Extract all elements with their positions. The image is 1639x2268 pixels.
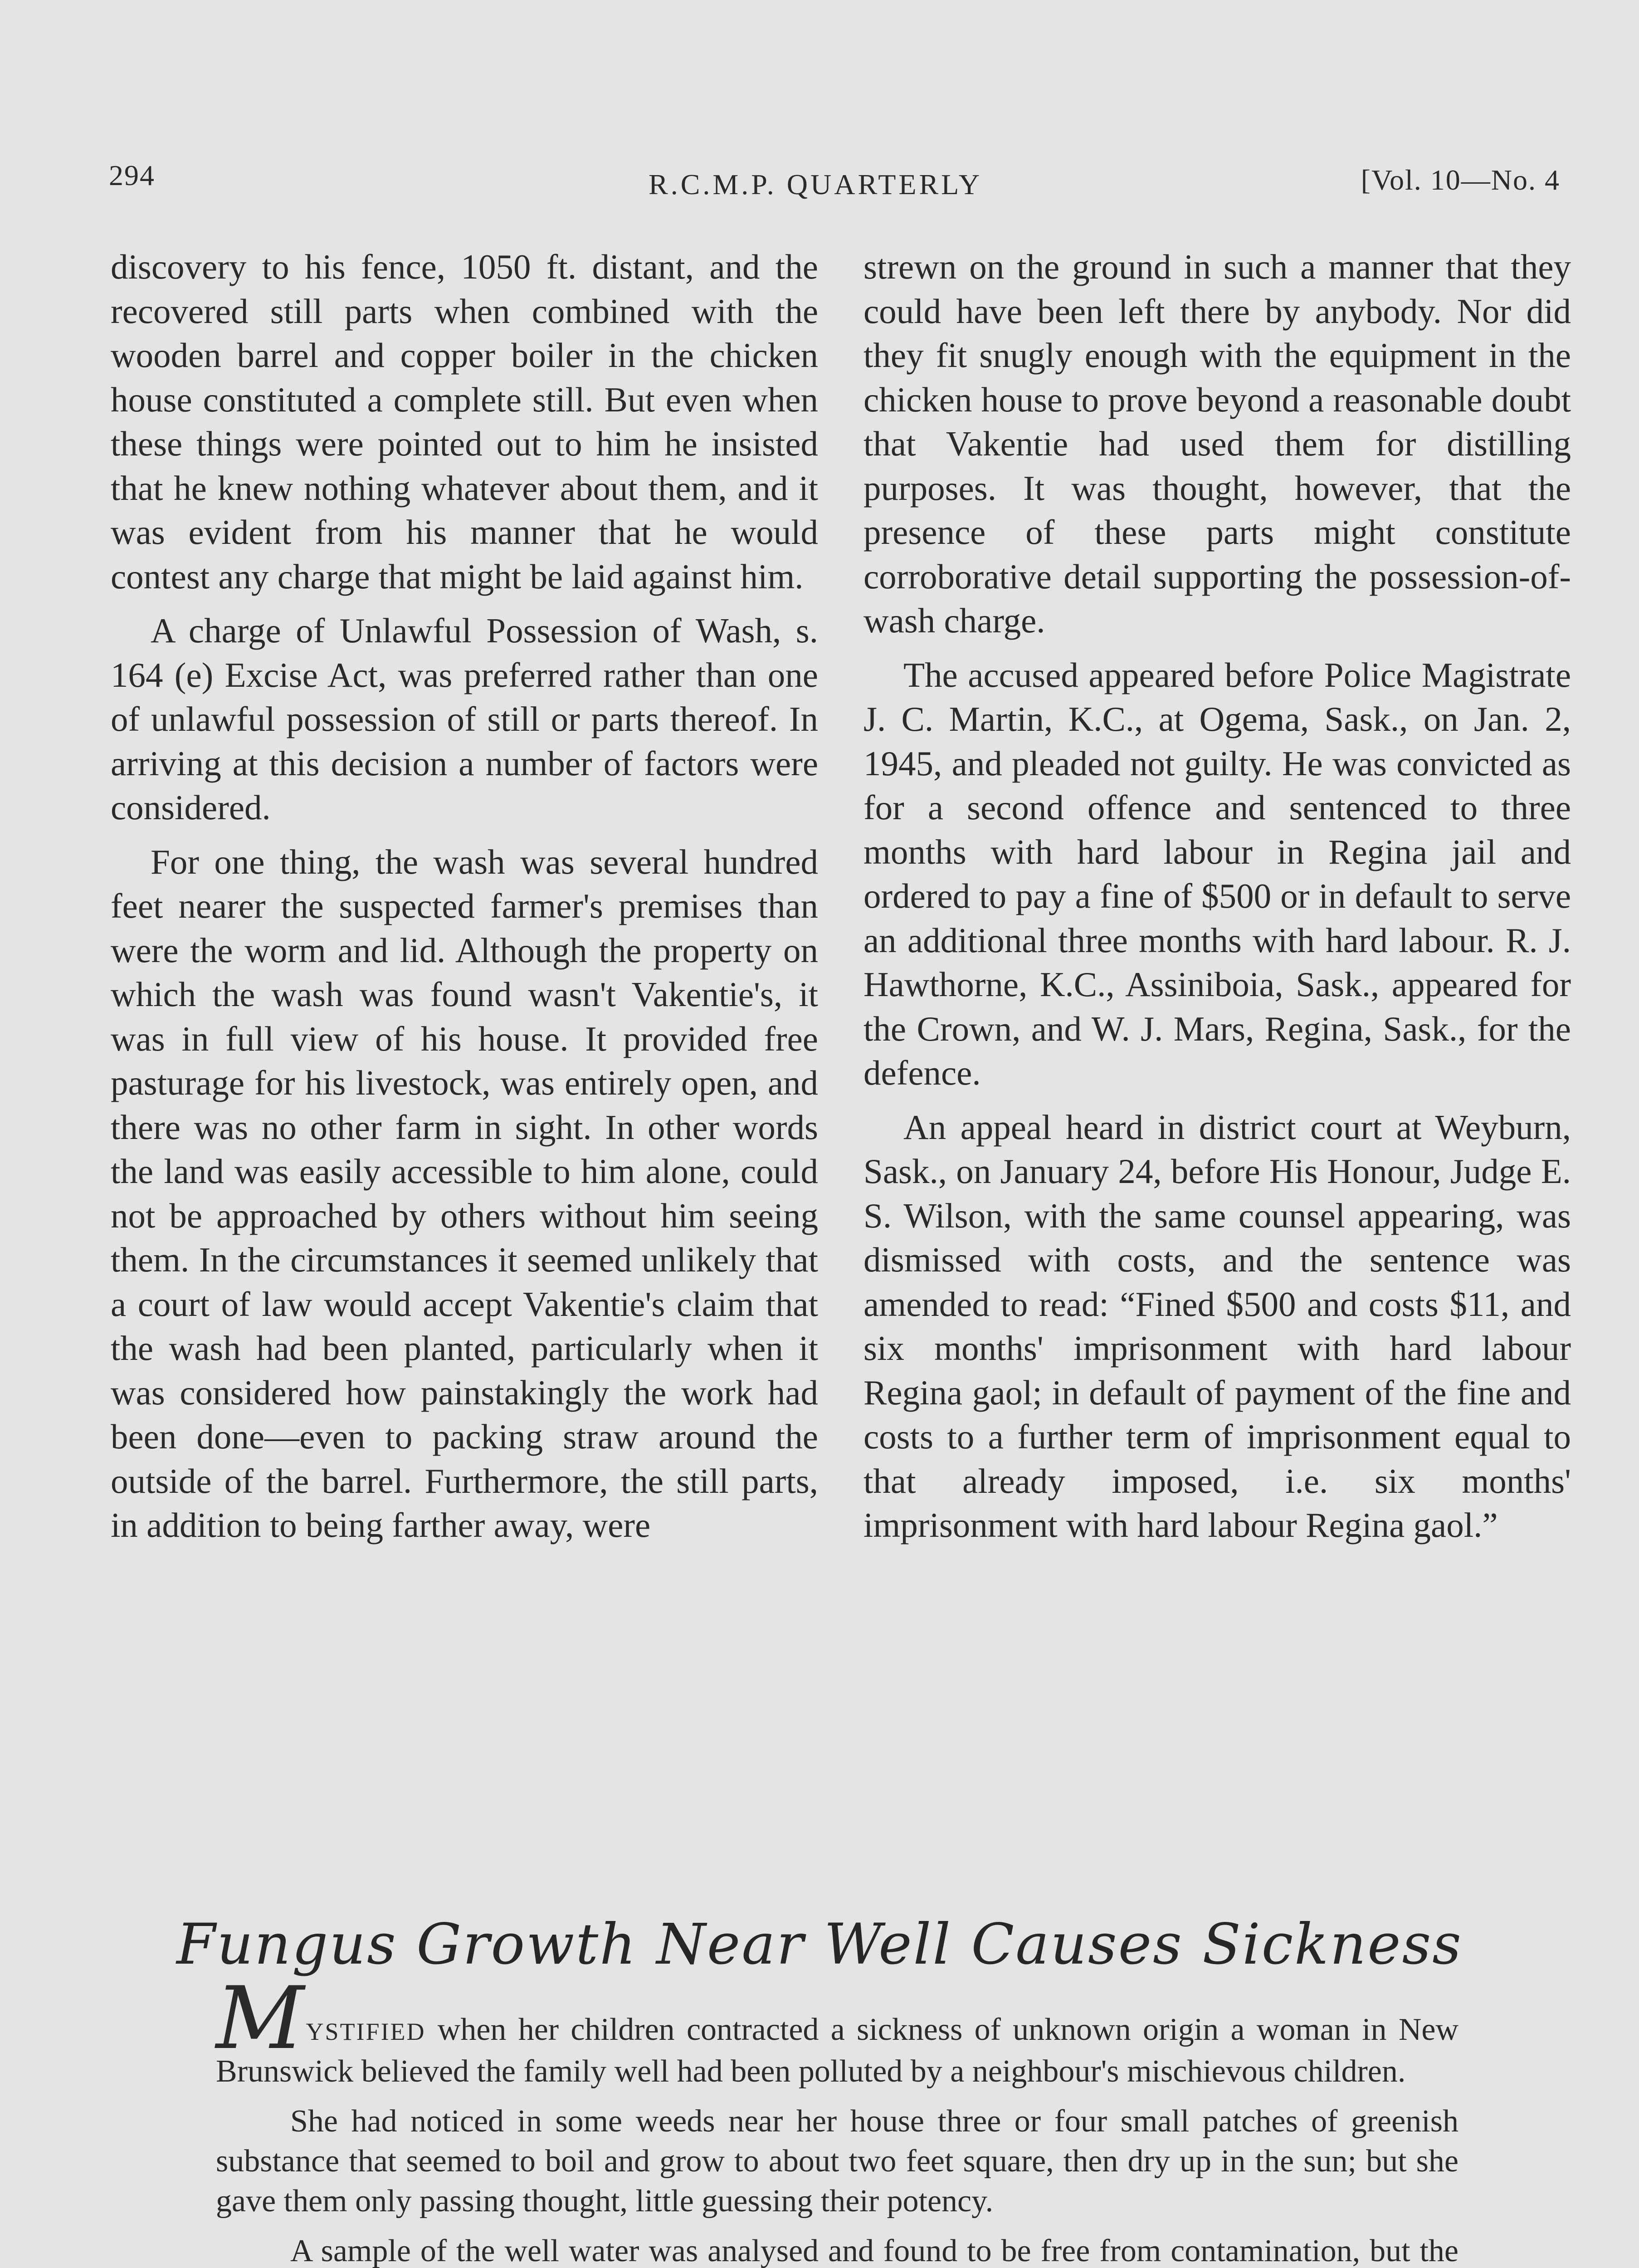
page-number: 294 xyxy=(109,159,155,191)
paragraph: A sample of the well water was analysed and found to be free from contamination, but the xyxy=(290,2234,1459,2268)
drop-cap: M xyxy=(216,1968,304,2068)
journal-title: R.C.M.P. QUARTERLY xyxy=(649,168,983,200)
right-column xyxy=(863,245,1571,1548)
paragraph: A charge of Unlawful Possession of Wash, s. 164 (e) Excise Act, was preferred rather than one of unlawful possession of still or parts thereof. In arriving at this decision a number of factors were considered. xyxy=(111,611,818,827)
lead-smallcaps: YSTIFIED xyxy=(306,2018,426,2045)
lead-paragraph xyxy=(216,1968,1459,2092)
paragraph: For one thing, the wash was several hundred feet nearer the suspected farmer's premises than were the worm and lid. Although the property on which the wash was found wasn't Vakentie's, it was in full view of his house. It provided free pasturage for his livestock, was entirely open, and there was no other farm in sight. In other words the land was easily accessible to him alone, could not be approached by others without him seeing them. In the circumstances it seemed unlikely that a court of law would accept Vakentie's claim that the wash had been planted, particularly when it was considered how painstakingly the work had been done—even to packing straw around the outside of the barrel. Furthermore, the still parts, in addition to being farther away, were xyxy=(111,842,818,1545)
left-column xyxy=(111,245,818,1548)
volume-label: [Vol. 10—No. 4 xyxy=(1361,164,1560,196)
paragraph: An appeal heard in district court at Weyburn, Sask., on January 24, before His Honour, Judge E. S. Wilson, with the same counsel appearing, was dismissed with costs, and the sentence was amended to read: “Fined $500 and costs $11, and six months' imprisonment with hard labour Regina gaol; in default of payment of the fine and costs to a further term of imprisonment equal to that already imposed, i.e. six months' imprisonment with hard labour Regina gaol.” xyxy=(863,1107,1571,1545)
article-body xyxy=(216,1968,1459,2268)
page-header xyxy=(109,154,1560,209)
paragraph: discovery to his fence, 1050 ft. distant, and the recovered still parts when combined with the wooden barrel and copper boiler in the chicken house constituted a complete still. But even when these things were pointed out to him he insisted that he knew nothing whatever about them, and it was evident from his manner that he would contest any charge that might be laid against him. xyxy=(111,247,818,596)
lead-text: when her children contracted a sickness of unknown origin a woman in New Brunswick believed the family well had been polluted by a neighbour's mischievous children. xyxy=(216,2012,1459,2089)
article-headline: Fungus Growth Near Well Causes Sickness xyxy=(176,1912,1463,1977)
two-column-body xyxy=(111,245,1571,1860)
paragraph: strewn on the ground in such a manner that they could have been left there by anybody. Nor did they fit snugly enough with the equipment in the chicken house to prove beyond a reasonable doubt that Vakentie had used them for distilling purposes. It was thought, however, that the presence of these parts might constitute corroborative detail supporting the possession-of-wash charge. xyxy=(863,247,1571,640)
paragraph: The accused appeared before Police Magistrate J. C. Martin, K.C., at Ogema, Sask., on Jan. 2, 1945, and pleaded not guilty. He was convicted as for a second offence and sentenced to three months with hard labour in Regina jail and ordered to pay a fine of $500 or in default to serve an additional three months with hard labour. R. J. Hawthorne, K.C., Assiniboia, Sask., appeared for the Crown, and W. J. Mars, Regina, Sask., for the defence. xyxy=(863,655,1571,1092)
paragraph: She had noticed in some weeds near her house three or four small patches of greenish substance that seemed to boil and grow to about two feet square, then dry up in the sun; but she gave them only passing thought, little guessing their potency. xyxy=(216,2104,1459,2219)
